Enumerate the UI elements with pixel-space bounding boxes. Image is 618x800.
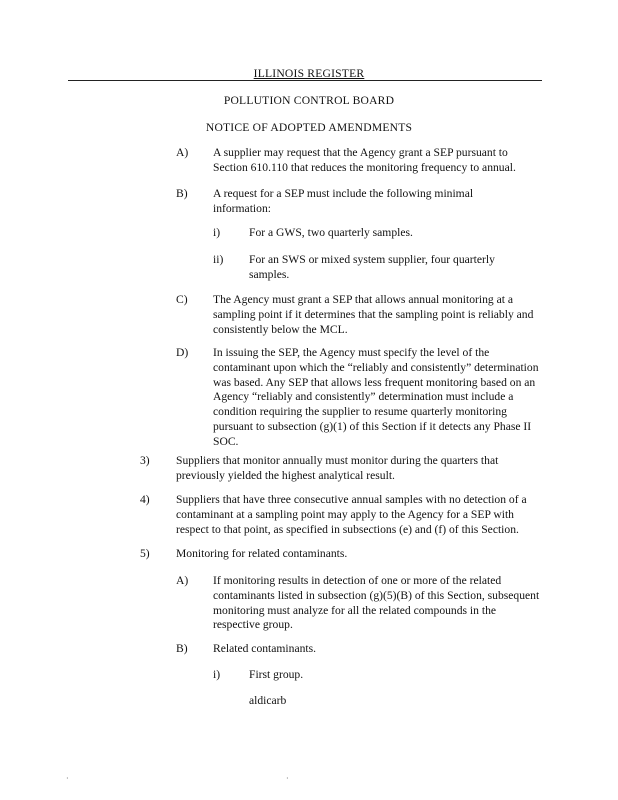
item-a-label: A) — [176, 146, 189, 159]
item-d-label: D) — [176, 346, 189, 359]
header-rule — [68, 80, 542, 81]
item-d-text: In issuing the SEP, the Agency must specify the level of the contaminant upon which the “reliably and consistently” determination was based. Any SEP that allows less frequent monitoring based on an Agency “reliably and consistently” determination must include a condition requiring the supplier to resume quarterly monitoring pursuant to subsection (g)(1) of this Section if it detects any Phase II SOC. — [213, 346, 539, 448]
register-title: ILLINOIS REGISTER — [253, 67, 365, 80]
item-4-text: Suppliers that have three consecutive annual samples with no detection of a contaminant at a sampling point may apply to the Agency for a SEP with respect to that point, as specified in subsections (e) and (f) of this Section. — [176, 493, 527, 536]
board-name: POLLUTION CONTROL BOARD — [223, 94, 395, 107]
notice-title: NOTICE OF ADOPTED AMENDMENTS — [205, 121, 413, 134]
item-b-i-label: i) — [213, 226, 221, 239]
scan-mark: · — [66, 774, 69, 783]
item-5-text: Monitoring for related contaminants. — [176, 547, 348, 560]
item-5-b-label: B) — [176, 642, 188, 655]
item-5-label: 5) — [140, 547, 150, 560]
item-3-text: Suppliers that monitor annually must monitor during the quarters that previously yielded the highest analytical result. — [176, 454, 499, 482]
item-5-a-text: If monitoring results in detection of one or more of the related contaminants listed in subsection (g)(5)(B) of this Section, subsequent monitoring must analyze for all the related compounds in the respective group. — [213, 574, 540, 632]
item-b-ii-label: ii) — [213, 253, 224, 266]
item-5-b-text: Related contaminants. — [213, 642, 317, 655]
item-a-text: A supplier may request that the Agency grant a SEP pursuant to Section 610.110 that reduces the monitoring frequency to annual. — [213, 146, 516, 174]
item-c-text: The Agency must grant a SEP that allows annual monitoring at a sampling point if it determines that the sampling point is reliably and consistently below the MCL. — [213, 293, 534, 336]
contaminant-item: aldicarb — [249, 694, 287, 707]
item-5-a-label: A) — [176, 574, 189, 587]
item-b-text: A request for a SEP must include the following minimal information: — [213, 187, 474, 215]
item-4-label: 4) — [140, 493, 150, 506]
item-5-b-i-text: First group. — [249, 668, 304, 681]
item-b-i-text: For a GWS, two quarterly samples. — [249, 226, 413, 239]
item-3-label: 3) — [140, 454, 150, 467]
item-b-label: B) — [176, 187, 188, 200]
item-5-b-i-label: i) — [213, 668, 221, 681]
item-b-ii-text: For an SWS or mixed system supplier, four quarterly samples. — [249, 253, 495, 281]
item-c-label: C) — [176, 293, 188, 306]
scan-mark: · — [286, 774, 289, 783]
